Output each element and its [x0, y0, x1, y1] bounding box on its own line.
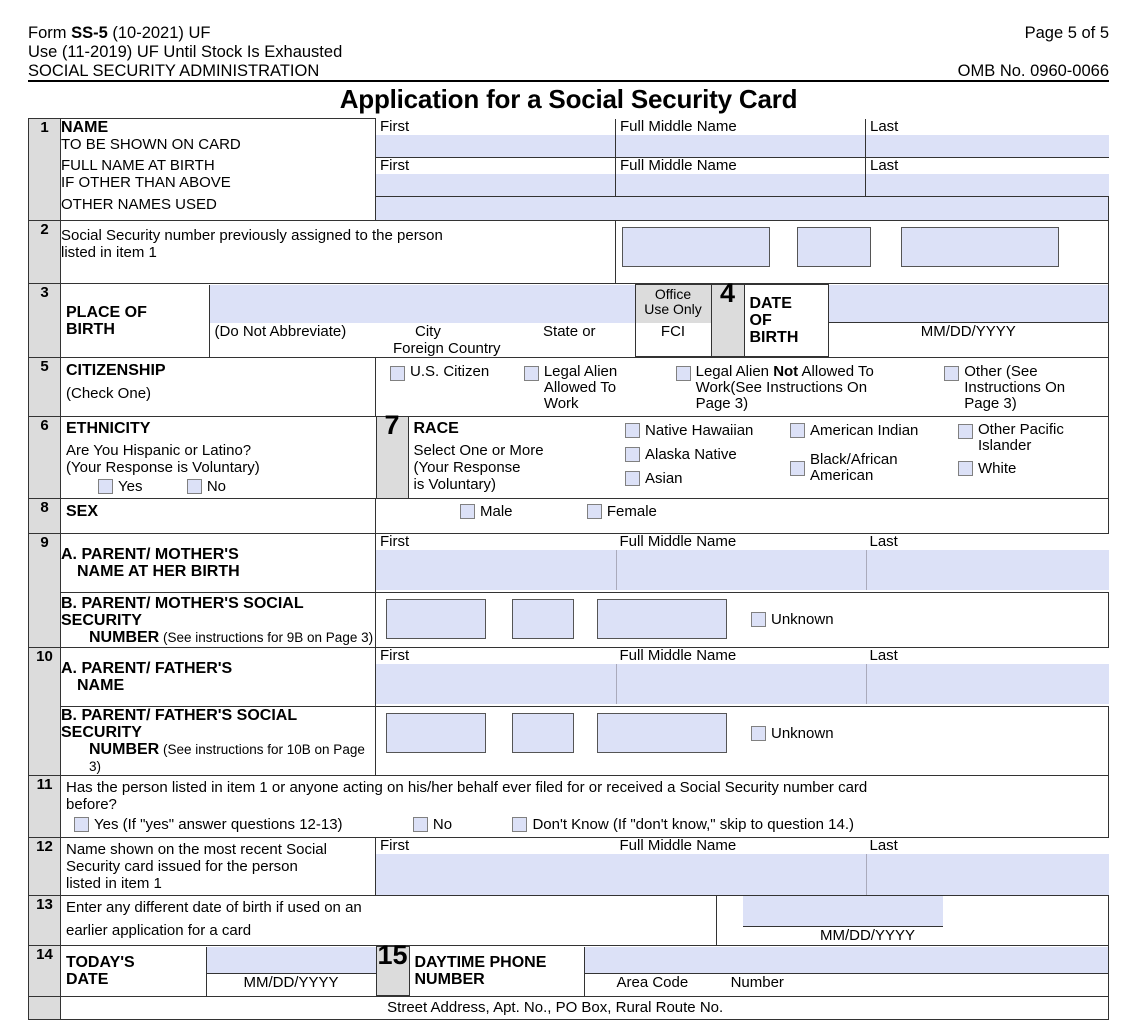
item7-race-col2 [790, 422, 958, 493]
checkbox-icon[interactable] [944, 366, 959, 381]
item1-birthname-last-cell[interactable] [866, 157, 1109, 196]
item1-othernames-input-c[interactable] [866, 196, 1109, 221]
form-label: Form [28, 24, 72, 42]
item3-do-not-abbreviate-note: (Do Not Abbreviate) [214, 322, 347, 340]
item12-row [29, 838, 1109, 896]
item1-name-middle-input[interactable] [616, 135, 865, 157]
item10a-label-line2: NAME [77, 677, 125, 694]
item1-birthname-middle-cell[interactable] [616, 157, 866, 196]
item4-date-of-birth-input[interactable] [828, 285, 1108, 323]
item9b-ssn-part3[interactable] [597, 599, 727, 639]
checkbox-father-ssn-unknown[interactable] [751, 725, 834, 742]
checkbox-icon[interactable] [413, 817, 428, 832]
item6-ethnicity-cell [61, 417, 376, 498]
item14-line2: DATE [66, 971, 109, 988]
checkbox-black-african-american[interactable] [790, 452, 954, 484]
item4-label-line2: OF [749, 312, 772, 329]
item5-sublabel: (Check One) [66, 385, 152, 402]
col-caption-last: Last [866, 648, 1109, 664]
col-caption-first: First [376, 838, 616, 854]
col-caption-last: Last [866, 534, 1109, 550]
header-divider [28, 80, 1109, 82]
item1-name-label: NAME [61, 119, 109, 136]
checkbox-label: Don't Know (If "don't know," skip to question 14.) [532, 816, 854, 833]
item2-ssn-boxes [616, 221, 1108, 273]
form-code: SS-5 [71, 24, 108, 42]
item10a-last-input[interactable] [866, 664, 1109, 704]
checkbox-prev-card-dont-know[interactable] [512, 816, 854, 833]
checkbox-label: Alaska Native [645, 446, 737, 463]
item1-row-b [29, 157, 1109, 196]
item9a-last-cell[interactable] [866, 534, 1109, 593]
item8-options-cell [376, 499, 1109, 534]
item12-middle-input[interactable] [616, 854, 866, 895]
item13-date-format-caption: MM/DD/YYYY [819, 927, 915, 944]
item1-name-last-cell[interactable] [866, 119, 1109, 158]
item15-line2: NUMBER [414, 971, 485, 988]
item10a-first-cell[interactable] [376, 648, 616, 707]
checkbox-icon[interactable] [676, 366, 691, 381]
checkbox-label: No [432, 816, 453, 833]
item14-item15-row [29, 946, 1109, 997]
item13-date-cell [716, 896, 1108, 945]
item12-first-cell[interactable] [376, 838, 616, 896]
item8-label-cell [61, 499, 376, 534]
col-caption-middle: Full Middle Name [616, 119, 865, 135]
item-number-6: 6 [29, 417, 61, 499]
item12-line3: listed in item 1 [66, 875, 162, 892]
item-number-8: 8 [29, 499, 61, 534]
checkbox-icon[interactable] [751, 612, 766, 627]
item3-label-line2: BIRTH [66, 320, 115, 338]
item9a-label-line2: NAME AT HER BIRTH [77, 563, 240, 580]
item7-line3: is Voluntary) [413, 476, 497, 493]
item9-row-a [29, 534, 1109, 593]
item7-race-cell [408, 417, 1108, 498]
item-number-2: 2 [29, 221, 61, 284]
item14-label-cell [61, 947, 206, 996]
item15-captions [584, 973, 1108, 996]
item10b-ssn-part1[interactable] [386, 713, 486, 753]
item4-date-format-caption: MM/DD/YYYY [920, 323, 1016, 340]
item10a-first-input[interactable] [376, 664, 616, 704]
item13-container [61, 896, 1109, 946]
item-number-7: 7 [376, 417, 408, 498]
item9-row-b [29, 593, 1109, 648]
item12-first-input[interactable] [376, 854, 616, 895]
item1-name-middle-cell[interactable] [616, 119, 866, 158]
item6-item7-row [29, 417, 1109, 499]
item12-label-cell [61, 838, 376, 896]
item11-question-line1: Has the person listed in item 1 or anyone acting on his/her behalf ever filed for or received a Social Security number card [66, 779, 868, 796]
item16-row-partial [29, 997, 1109, 1020]
item7-label: RACE [413, 420, 459, 437]
col-caption-middle: Full Middle Name [616, 648, 866, 664]
item9a-middle-cell[interactable] [616, 534, 866, 593]
page-number: Page 5 of 5 [1024, 24, 1109, 42]
item-number-9: 9 [29, 534, 61, 648]
page-title: Application for a Social Security Card [339, 84, 798, 114]
item13-line2: earlier application for a card [66, 922, 252, 939]
checkbox-us-citizen[interactable] [390, 364, 520, 381]
item15-number-caption: Number [730, 973, 784, 991]
item10b-label-line1: B. PARENT/ FATHER'S SOCIAL SECURITY [61, 707, 297, 741]
col-caption-first: First [376, 158, 615, 174]
item9b-ssn-cell [376, 593, 1109, 648]
item6-options [66, 478, 376, 495]
item10b-label-line2: NUMBER (See instructions for 10B on Page 3) [89, 741, 365, 774]
item12-line2: Security card issued for the person [66, 858, 298, 875]
item11-options [66, 816, 1108, 833]
item1-birthname-middle-input[interactable] [616, 174, 865, 196]
checkbox-icon[interactable] [587, 504, 602, 519]
checkbox-prev-card-yes[interactable] [74, 816, 343, 833]
item3-place-of-birth-input[interactable] [209, 285, 635, 323]
checkbox-white[interactable] [958, 460, 1108, 477]
col-caption-last: Last [866, 838, 1109, 854]
item3-office-use-only-label [635, 285, 711, 323]
checkbox-icon[interactable] [790, 423, 805, 438]
checkbox-ethnicity-yes[interactable] [98, 479, 113, 494]
office-line2: Use Only [644, 301, 702, 317]
item4-label-line3: BIRTH [749, 329, 799, 346]
checkbox-label-no: No [206, 478, 227, 495]
col-caption-middle: Full Middle Name [616, 534, 866, 550]
item10a-label-cell [61, 648, 376, 707]
checkbox-prev-card-no[interactable] [413, 816, 452, 833]
item3-item4-container [61, 278, 1109, 358]
item6-question: Are You Hispanic or Latino? [66, 442, 252, 459]
item14-line1: TODAY'S [66, 954, 135, 971]
checkbox-sex-female[interactable] [587, 503, 657, 520]
item1-birthname-label: FULL NAME AT BIRTH [61, 157, 215, 174]
item9a-middle-input[interactable] [616, 550, 866, 590]
item10a-label-line1: A. PARENT/ FATHER'S [61, 660, 233, 677]
checkbox-sex-male[interactable] [460, 503, 513, 520]
checkbox-label: Native Hawaiian [645, 422, 754, 439]
col-caption-middle: Full Middle Name [616, 158, 865, 174]
ss5-form-table [28, 118, 1109, 1020]
item1-name-label-cell [61, 119, 376, 158]
item1-othernames-label: OTHER NAMES USED [61, 196, 217, 213]
item-number-4: 4 [711, 285, 744, 357]
item6-voluntary-note: (Your Response is Voluntary) [66, 459, 260, 476]
item10b-label-cell [61, 707, 376, 776]
item9b-label-cell [61, 593, 376, 648]
item15-phone-input[interactable] [584, 947, 1108, 974]
item14-item15-container [61, 940, 1109, 997]
item9b-label-line1: B. PARENT/ MOTHER'S SOCIAL SECURITY [61, 594, 304, 629]
item8-label: SEX [66, 503, 99, 520]
item1-othernames-input-b[interactable] [616, 196, 866, 221]
checkbox-label: American Indian [810, 422, 919, 439]
item11-cell [61, 776, 1109, 838]
item10b-ssn-part3[interactable] [597, 713, 727, 753]
checkbox-icon[interactable] [625, 447, 640, 462]
col-caption-first: First [376, 648, 616, 664]
item14-date-input[interactable] [206, 947, 376, 974]
item1-othernames-label-cell [61, 196, 376, 221]
item8-row [29, 499, 1109, 534]
col-caption-last: Last [866, 158, 1109, 174]
item3-label-cell [61, 285, 209, 357]
item4-label-cell [744, 285, 828, 357]
item1-birthname-first-input[interactable] [376, 174, 615, 196]
item3-city-caption: City State or Foreign Country [393, 322, 596, 357]
checkbox-label: Other Pacific Islander [978, 421, 1064, 454]
item10-row-b [29, 707, 1109, 776]
item-number-12: 12 [29, 838, 61, 896]
item1-name-last-input[interactable] [866, 135, 1109, 157]
item12-last-cell[interactable] [866, 838, 1109, 896]
item2-ssn-part2[interactable] [797, 227, 871, 267]
item1-name-sublabel: TO BE SHOWN ON CARD [61, 136, 241, 153]
checkbox-label: Unknown [771, 610, 834, 628]
item15-line1: DAYTIME PHONE [414, 954, 547, 971]
checkbox-legal-alien-allowed[interactable] [524, 364, 672, 412]
checkbox-label: Yes (If "yes" answer questions 12-13) [94, 816, 343, 833]
item3-state-caption: State or Foreign Country [393, 322, 596, 357]
item3-item4-row [29, 284, 1109, 358]
item12-last-input[interactable] [866, 854, 1109, 895]
item-number-15: 15 [376, 947, 409, 996]
item-number-14: 14 [29, 946, 61, 997]
item15-label-cell [409, 947, 584, 996]
checkbox-label-yes: Yes [118, 478, 143, 495]
checkbox-label: U.S. Citizen [410, 363, 490, 380]
checkbox-icon[interactable] [625, 471, 640, 486]
item3-fci-caption: FCI [635, 323, 711, 357]
col-caption-first: First [376, 119, 615, 135]
checkbox-icon[interactable] [751, 726, 766, 741]
item5-citizenship-options [382, 364, 1108, 412]
page-header [28, 24, 1109, 81]
item-number-3: 3 [29, 284, 61, 358]
item9b-ssn-part2[interactable] [512, 599, 574, 639]
item-number-10: 10 [29, 648, 61, 776]
item10a-middle-cell[interactable] [616, 648, 866, 707]
item-number-1: 1 [29, 119, 61, 221]
item2-text-line2: listed in item 1 [61, 244, 157, 261]
checkbox-label: Legal Alien Not Allowed To Work(See Instructions On Page 3) [695, 363, 874, 412]
col-caption-last: Last [866, 119, 1109, 135]
checkbox-icon[interactable] [625, 423, 640, 438]
item1-birthname-label-cell [61, 157, 376, 196]
item2-ssn-part3[interactable] [901, 227, 1059, 267]
omb-number: OMB No. 0960-0066 [957, 62, 1109, 80]
item-number-5: 5 [29, 358, 61, 417]
item2-label-cell [61, 221, 616, 284]
checkbox-icon[interactable] [512, 817, 527, 832]
checkbox-icon[interactable] [958, 424, 973, 439]
checkbox-icon[interactable] [390, 366, 405, 381]
checkbox-mother-ssn-unknown[interactable] [751, 611, 834, 628]
checkbox-label: Asian [645, 470, 683, 487]
item1-birthname-sublabel: IF OTHER THAN ABOVE [61, 174, 231, 191]
item5-row [29, 358, 1109, 417]
item16-address-cell [61, 997, 1109, 1020]
item9a-first-input[interactable] [376, 550, 616, 590]
item1-birthname-last-input[interactable] [866, 174, 1109, 196]
item4-label-line1: DATE [749, 295, 792, 312]
item11-row [29, 776, 1109, 838]
col-caption-middle: Full Middle Name [616, 838, 866, 854]
item13-line1: Enter any different date of birth if used on an [66, 899, 362, 916]
item1-row-c [29, 196, 1109, 221]
checkbox-label: Female [606, 503, 657, 520]
checkbox-legal-alien-not-allowed[interactable] [676, 364, 941, 412]
item7-line2: (Your Response [413, 459, 521, 476]
item12-line1: Name shown on the most recent Social [66, 841, 327, 858]
checkbox-label: Black/African American [810, 451, 898, 484]
checkbox-asian[interactable] [625, 470, 790, 487]
item10b-ssn-cell [376, 707, 1109, 776]
checkbox-other-pacific-islander[interactable] [958, 422, 1104, 454]
checkbox-label: Unknown [771, 724, 834, 742]
item-number-13: 13 [29, 896, 61, 946]
item12-middle-cell[interactable] [616, 838, 866, 896]
item1-name-first-cell[interactable] [376, 119, 616, 158]
item7-race-col1 [625, 422, 790, 493]
item10-row-a [29, 648, 1109, 707]
checkbox-icon[interactable] [524, 366, 539, 381]
item1-othernames-input-a[interactable] [376, 196, 616, 221]
checkbox-label: Other (See Instructions On Page 3) [964, 363, 1066, 412]
item13-row [29, 896, 1109, 946]
checkbox-other-citizenship[interactable] [944, 364, 1104, 412]
item10a-last-cell[interactable] [866, 648, 1109, 707]
checkbox-american-indian[interactable] [790, 422, 958, 439]
checkbox-label: Legal Alien Allowed To Work [543, 363, 618, 412]
item10b-ssn-part2[interactable] [512, 713, 574, 753]
item7-race-col3 [958, 422, 1108, 493]
item9a-label-line1: A. PARENT/ MOTHER'S [61, 546, 239, 563]
checkbox-icon[interactable] [790, 461, 805, 476]
item2-row [29, 221, 1109, 284]
item9a-first-cell[interactable] [376, 534, 616, 593]
item1-row-a [29, 119, 1109, 158]
checkbox-icon[interactable] [74, 817, 89, 832]
checkbox-label: Male [480, 503, 513, 520]
item9b-ssn-part1[interactable] [386, 599, 486, 639]
form-stock-note: Use (11-2019) UF Until Stock Is Exhausted [28, 43, 343, 61]
item7-label-block [409, 417, 626, 493]
form-number-line [28, 24, 342, 43]
office-line1: Office [654, 286, 692, 302]
item14-date-format-caption: MM/DD/YYYY [243, 973, 339, 991]
item9a-last-input[interactable] [866, 550, 1109, 590]
item16-address-caption: Street Address, Apt. No., PO Box, Rural Route No. [387, 999, 724, 1016]
col-caption-first: First [376, 534, 616, 550]
item2-ssn-cell [616, 221, 1109, 284]
item9b-label-line2: NUMBER (See instructions for 9B on Page 3) [89, 628, 374, 646]
form-revision: (10-2021) UF [107, 24, 211, 42]
item7-race-options [625, 417, 1108, 493]
item5-label: CITIZENSHIP [66, 362, 166, 379]
item1-name-first-input[interactable] [376, 135, 615, 157]
item3-label-line1: PLACE OF [66, 303, 147, 321]
checkbox-alaska-native[interactable] [625, 446, 790, 463]
item6-item7-container [61, 410, 1109, 499]
checkbox-ethnicity-no[interactable] [187, 479, 202, 494]
checkbox-label: White [978, 460, 1017, 477]
checkbox-native-hawaiian[interactable] [625, 422, 790, 439]
checkbox-icon[interactable] [958, 461, 973, 476]
item10b-ssn-boxes [376, 707, 1108, 759]
item-number-11: 11 [29, 776, 61, 838]
item1-birthname-first-cell[interactable] [376, 157, 616, 196]
item9b-ssn-boxes [376, 593, 1108, 645]
item7-line1: Select One or More [413, 442, 544, 459]
item2-text-line1: Social Security number previously assigned to the person [61, 227, 443, 244]
item2-ssn-part1[interactable] [622, 227, 770, 267]
item13-date-input[interactable] [743, 896, 943, 927]
item-number-16 [29, 997, 61, 1020]
item13-label-cell [61, 896, 716, 945]
checkbox-icon[interactable] [460, 504, 475, 519]
item6-label: ETHNICITY [66, 420, 151, 437]
item10a-middle-input[interactable] [616, 664, 866, 704]
item9a-label-cell [61, 534, 376, 593]
item15-area-code-caption: Area Code [616, 973, 689, 991]
item5-label-cell [61, 358, 376, 417]
form-identification [28, 24, 342, 81]
header-right-meta [958, 24, 1109, 81]
item11-question-line2: before? [66, 796, 117, 813]
agency-name: SOCIAL SECURITY ADMINISTRATION [28, 62, 320, 80]
item5-options-cell [376, 358, 1109, 417]
